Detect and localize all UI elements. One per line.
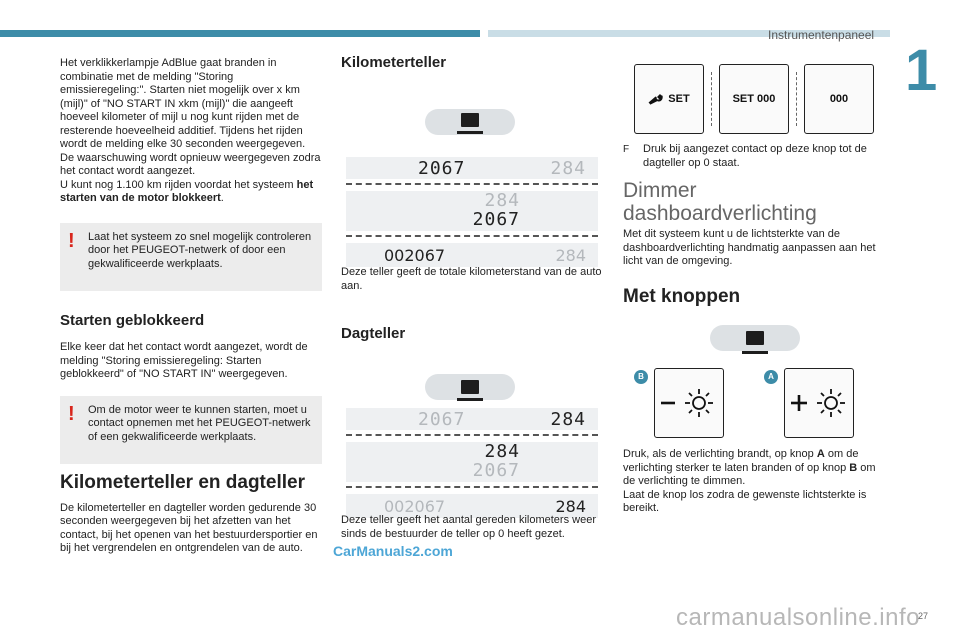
trip-bottom-trip: 284 [555,496,586,516]
heading-odometer: Kilometerteller [341,54,447,71]
odometer-text: Deze teller geeft de totale kilometerstand van de auto aan. [341,266,602,292]
brightness-minus-icon [659,386,719,420]
odo-top-total: 2067 [418,157,466,179]
cluster-icon-trip [425,372,515,412]
heading-trip: Dagteller [341,325,406,342]
header-bar [0,30,480,37]
heading-with-buttons: Met knoppen [623,286,741,307]
dimmer-minus-button[interactable] [654,368,724,438]
exclamation-icon: ! [68,402,75,425]
trip-mid-trip: 284 [484,441,520,462]
reset-instruction: F Druk bij aangezet contact op deze knop tot de dagteller op 0 staat. [623,143,867,169]
buttons-text: Druk, als de verlichting brandt, op knop A om de verlichting sterker te laten branden of op knop B om de verlichting te dimmen. Laat de knop los zodra de gewenste lichtsterkte is bereikt. [623,448,876,514]
trip-mid-total: 2067 [472,460,520,481]
trip-text: Deze teller geeft het aantal gereden kilometers weer sinds de bestuurder de teller op 0 heeft gezet. [341,514,596,540]
warning-box-2: ! Om de motor weer te kunnen starten, moet u contact opnemen met het PEUGEOT-netwerk of een gekwalificeerde werkplaats. [60,396,322,464]
odometer-trip-text: De kilometerteller en dagteller worden gedurende 30 seconden weergegeven bij het afzetten van het contact, bij het openen van het bestuurdersportier en bij het vergrendelen en ontgrendelen van de auto. [60,501,318,554]
adblue-intro: Het verklikkerlampje AdBlue gaat branden in combinatie met de melding "Storing emissieregeling:". Starten niet mogelijk over x km (mijl)" of "NO START IN xkm (mijl)" die aangeeft hoeveel kilometer of mijl u nog kunt rijden met de resterende hoeveelheid additief. Tijdens het rijden wordt de melding elke 30 seconden weergegeven. De waarschuwing wordt opnieuw weergegeven zodra het contact wordt aangezet. [60,57,321,177]
dimmer-plus-button[interactable] [784,368,854,438]
adblue-intro-2: U kunt nog 1.100 km rijden voordat het systeem het starten van de motor blokkeert. [60,178,314,204]
odo-mid-total: 2067 [472,209,520,230]
heading-start-blocked: Starten geblokkeerd [60,311,205,329]
bullet-icon: F [623,144,630,155]
trip-bottom-total: 002067 [384,496,446,516]
key-000[interactable]: 000 [804,64,874,134]
cluster-icon-dimmer [710,323,800,363]
odo-bottom-total: 002067 [384,245,446,265]
odometer-display [346,157,598,267]
heading-odometer-trip: Kilometerteller en dagteller [60,471,305,493]
watermark-carmanualsonline: carmanualsonline.info [676,604,920,631]
odo-bottom-trip: 284 [555,245,586,265]
dimmer-text: Met dit systeem kunt u de lichtsterkte van de dashboardverlichting handmatig aanpassen aan het licht van de omgeving. [623,228,876,267]
warning-box-1: ! Laat het systeem zo snel mogelijk controleren door het PEUGEOT-netwerk of door een gekwalificeerde werkplaats. [60,223,322,291]
badge-b: B [634,370,648,384]
odo-mid-trip: 284 [484,190,520,211]
watermark-carmanuals2: CarManuals2.com [333,543,453,559]
trip-display [346,408,598,518]
wrench-icon [648,93,664,105]
brightness-plus-icon [789,386,849,420]
cluster-icon-odometer [425,107,515,147]
heading-dimmer: Dimmer dashboardverlichting [623,179,817,225]
key-wrench-set[interactable]: SET [634,64,704,134]
chapter-number: 1 [905,38,938,103]
exclamation-icon: ! [68,229,75,252]
odo-top-trip: 284 [550,157,586,179]
blocked-text: Elke keer dat het contact wordt aangezet, wordt de melding "Storing emissieregeling: Starten geblokkeerd" of "NO START IN" weergegeven. [60,341,308,380]
column-left [60,57,322,556]
engine-block-emphasis: het starten van de motor blokkeert [60,178,314,204]
section-title: Instrumentenpaneel [768,28,875,42]
trip-top-total: 2067 [418,408,466,430]
key-set-000[interactable]: SET 000 [719,64,789,134]
page-number: 27 [918,611,929,621]
badge-a: A [764,370,778,384]
column-middle [341,56,603,70]
trip-top-trip: 284 [550,408,586,430]
